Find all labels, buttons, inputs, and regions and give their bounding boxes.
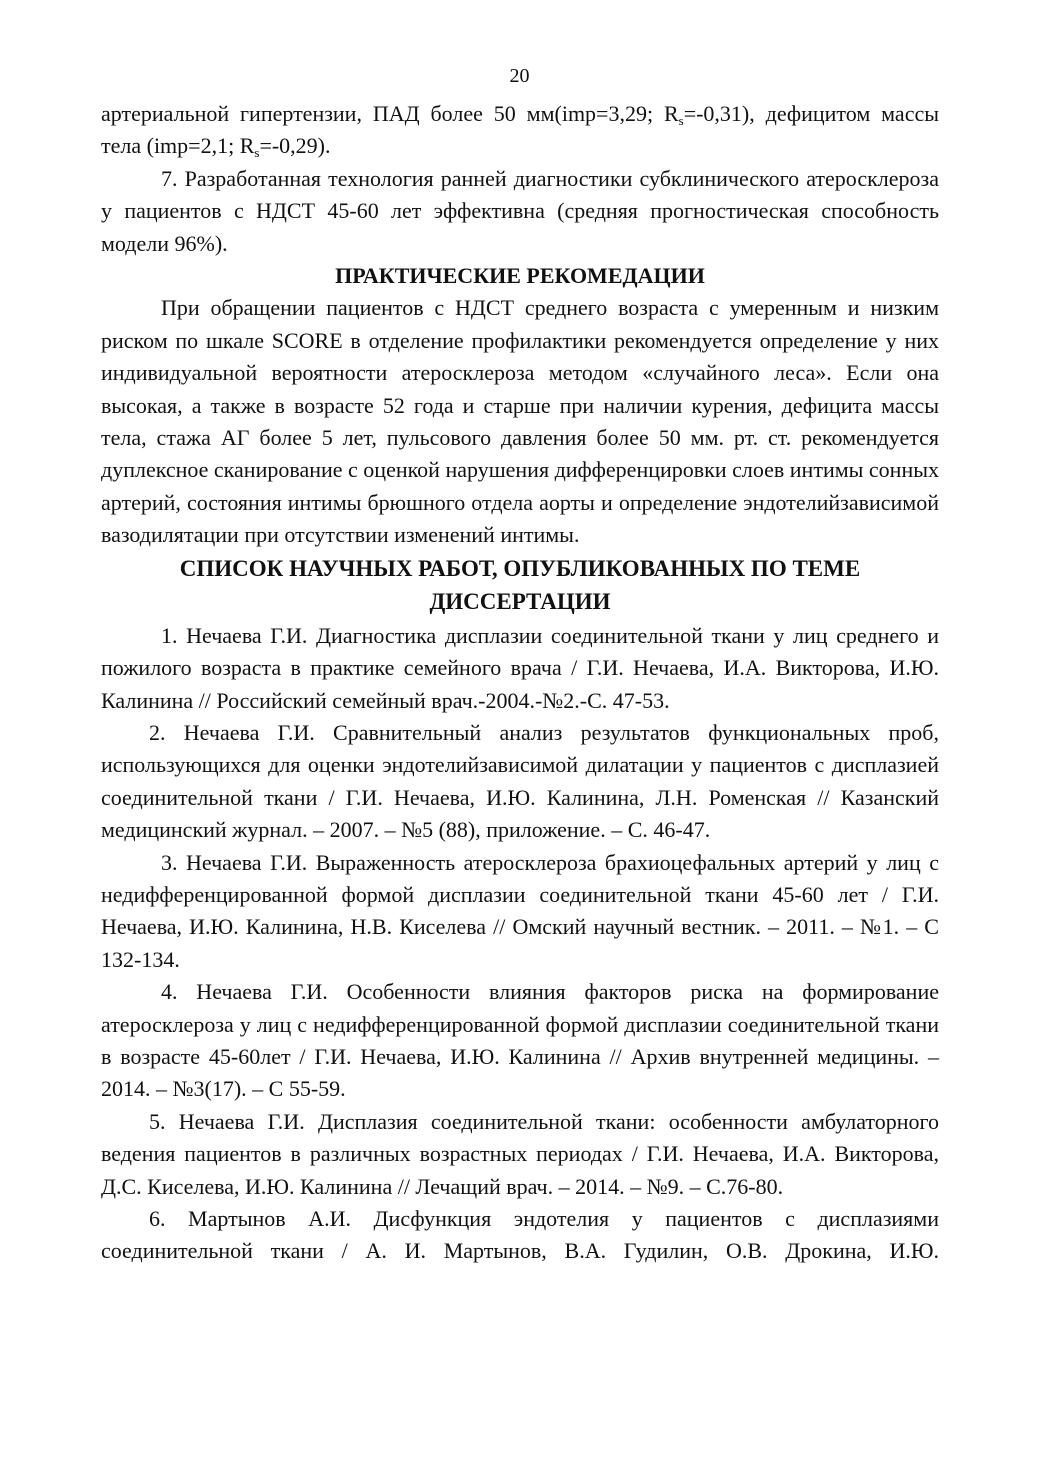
publication-item: 1. Нечаева Г.И. Диагностика дисплазии соединительной ткани у лиц среднего и пожилого возраста в практике семейного врача / Г.И. Нечаева, И.А. Викторова, И.Ю. Калинина // Российский семейный врач.-2004.-№2.-С. 47-53. — [101, 622, 939, 713]
page-number: 20 — [509, 65, 530, 87]
intro-text: =-0,31), дефицитом — [683, 101, 871, 126]
publications-heading-line1: СПИСОК НАУЧНЫХ РАБОТ, ОПУБЛИКОВАННЫХ ПО ТЕМЕ — [179, 555, 861, 581]
recommendations-paragraph: При обращении пациентов с НДСТ среднего возраста с умеренным и низким риском по шкале SCORE в отделение профилактики рекомендуется определение у них индивидуальной вероятности атеросклероза методом «случайного леса». Если она высокая, а также в возрасте 52 года и старше при наличии курения, дефицита массы тела, стажа АГ более 5 лет, пульсового давления более 50 мм. рт. ст. рекомендуется дуплексное сканирование с оценкой нарушения дифференцировки слоев интимы сонных артерий, состояния интимы брюшного отдела аорты и определение эндотелийзависимой вазодилятации при отсутствии изменений интимы. — [101, 295, 940, 548]
recommendations-heading: ПРАКТИЧЕСКИЕ РЕКОМЕДАЦИИ — [335, 263, 705, 289]
intro-text: =-0,29). — [259, 133, 331, 159]
page-content — [101, 98, 939, 1268]
publication-item: 6. Мартынов А.И. Дисфункция эндотелия у пациентов с дисплазиями соединительной ткани / А. И. Мартынов, В.А. Гудилин, О.В. Дрокина, И.Ю. — [101, 1206, 939, 1264]
intro-paragraph — [101, 98, 939, 163]
publication-item: 5. Нечаева Г.И. Дисплазия соединительной ткани: особенности амбулаторного ведения пациентов в различных возрастных периодах / Г.И. Нечаева, И.А. Викторова, Д.С. Киселева, И.Ю. Калинина // Лечащий врач. – 2014. – №9. – С.76-80. — [101, 1108, 939, 1199]
publications-heading — [101, 552, 939, 618]
subscript: s — [254, 145, 260, 161]
publication-item: 4. Нечаева Г.И. Особенности влияния факторов риска на формирование атеросклероза у лиц с недифференцированной формой дисплазии соединительной ткани в возрасте 45-60лет / Г.И. Нечаева, И.Ю. Калинина // Архив внутренней медицины. – 2014. – №3(17). – С 55-59. — [101, 979, 939, 1102]
intro-text: массы тела (imp=2,1; R — [101, 101, 940, 159]
subscript: s — [678, 113, 684, 128]
publications-heading-line2: ДИССЕРТАЦИИ — [429, 588, 611, 614]
conclusion-item-7: 7. Разработанная технология ранней диагностики субклинического атеросклероза у пациентов с НДСТ 45-60 лет эффективна (средняя прогностическая способность модели 96%). — [101, 165, 939, 256]
publication-item: 3. Нечаева Г.И. Выраженность атеросклероза брахиоцефальных артерий у лиц с недифференцированной формой дисплазии соединительной ткани 45-60 лет / Г.И. Нечаева, И.Ю. Калинина, Н.В. Киселева // Омский научный вестник. – 2011. – №1. – С 132-134. — [101, 849, 939, 972]
publication-item: 2. Нечаева Г.И. Сравнительный анализ результатов функциональных проб, использующихся для оценки эндотелийзависимой дилатации у пациентов с дисплазией соединительной ткани / Г.И. Нечаева, И.Ю. Калинина, Л.Н. Роменская // Казанский медицинский журнал. – 2007. – №5 (88), приложение. – С. 46-47. — [101, 719, 939, 843]
intro-text: артериальной гипертензии, ПАД более 50 мм(imp=3,29; R — [101, 101, 679, 126]
